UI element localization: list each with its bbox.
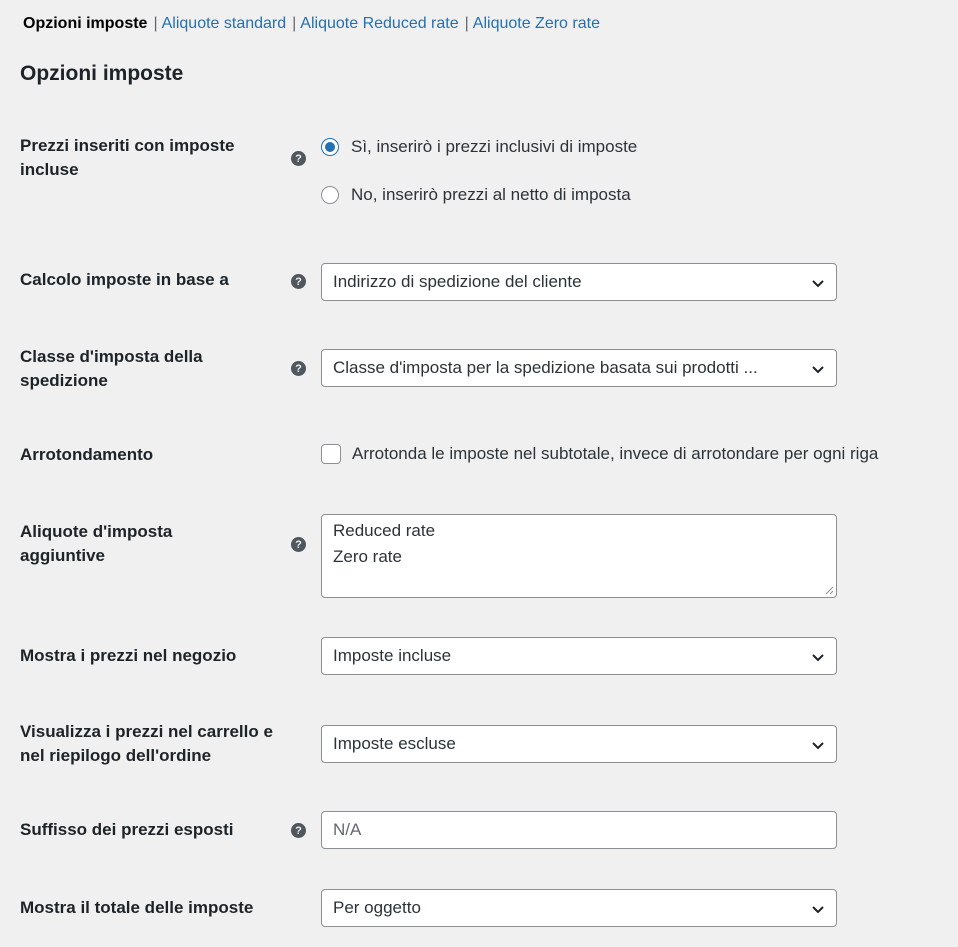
- chevron-down-icon: [810, 901, 826, 917]
- shipping-tax-class-label: Classe d'imposta della spedizione: [20, 347, 203, 390]
- subnav-separator: |: [464, 15, 469, 32]
- prices-entered-option-yes[interactable]: [321, 137, 637, 157]
- display-tax-totals-label: Mostra il totale delle imposte: [20, 898, 254, 917]
- price-display-suffix-input[interactable]: [321, 811, 837, 849]
- display-prices-cart-label: Visualizza i prezzi nel carrello e nel riepilogo dell'ordine: [20, 722, 273, 765]
- rounding-checkbox[interactable]: [321, 444, 341, 464]
- display-prices-shop-label: Mostra i prezzi nel negozio: [20, 646, 237, 665]
- radio-label-yes: Sì, inserirò i prezzi inclusivi di imposte: [351, 137, 638, 156]
- rounding-checkbox-row[interactable]: [321, 444, 878, 464]
- display-prices-cart-select[interactable]: [321, 725, 837, 763]
- radio-button-checked[interactable]: [321, 138, 339, 156]
- subnav-link-reduced-rate[interactable]: Aliquote Reduced rate: [300, 15, 459, 32]
- prices-entered-option-no[interactable]: [321, 185, 631, 205]
- select-value: Imposte incluse: [333, 646, 452, 665]
- tax-subnav: [23, 15, 600, 33]
- help-icon[interactable]: ?: [291, 274, 306, 289]
- radio-label-no: No, inserirò prezzi al netto di imposta: [351, 185, 631, 204]
- subnav-current-tax-options: Opzioni imposte: [23, 15, 148, 32]
- select-value: Classe d'imposta per la spedizione basata sui prodotti ...: [333, 358, 758, 377]
- chevron-down-icon: [810, 361, 826, 377]
- shipping-tax-class-select[interactable]: [321, 349, 837, 387]
- chevron-down-icon: [810, 737, 826, 753]
- help-icon[interactable]: ?: [291, 823, 306, 838]
- calc-tax-based-on-label: Calcolo imposte in base a: [20, 270, 229, 289]
- prices-entered-label: Prezzi inseriti con imposte incluse: [20, 136, 235, 179]
- additional-tax-classes-label: Aliquote d'imposta aggiuntive: [20, 522, 173, 565]
- input-placeholder: N/A: [333, 820, 362, 839]
- select-value: Indirizzo di spedizione del cliente: [333, 272, 582, 291]
- chevron-down-icon: [810, 275, 826, 291]
- radio-button[interactable]: [321, 186, 339, 204]
- select-value: Imposte escluse: [333, 734, 456, 753]
- subnav-link-standard-rates[interactable]: Aliquote standard: [161, 15, 287, 32]
- help-icon[interactable]: ?: [291, 151, 306, 166]
- rounding-checkbox-label: Arrotonda le imposte nel subtotale, invece di arrotondare per ogni riga: [352, 444, 879, 463]
- help-icon[interactable]: ?: [291, 537, 306, 552]
- subnav-separator: |: [292, 15, 297, 32]
- additional-tax-classes-textarea[interactable]: [321, 514, 837, 598]
- display-prices-shop-select[interactable]: [321, 637, 837, 675]
- page-title: Opzioni imposte: [20, 62, 184, 85]
- help-icon[interactable]: ?: [291, 361, 306, 376]
- resize-grip-icon[interactable]: [824, 585, 834, 595]
- select-value: Per oggetto: [333, 898, 421, 917]
- textarea-line: Reduced rate: [333, 521, 436, 540]
- rounding-label: Arrotondamento: [20, 445, 154, 464]
- price-display-suffix-label: Suffisso dei prezzi esposti: [20, 820, 234, 839]
- subnav-separator: |: [153, 15, 158, 32]
- textarea-line: Zero rate: [333, 547, 402, 566]
- subnav-link-zero-rate[interactable]: Aliquote Zero rate: [472, 15, 600, 32]
- calc-tax-based-on-select[interactable]: [321, 263, 837, 301]
- chevron-down-icon: [810, 649, 826, 665]
- display-tax-totals-select[interactable]: [321, 889, 837, 927]
